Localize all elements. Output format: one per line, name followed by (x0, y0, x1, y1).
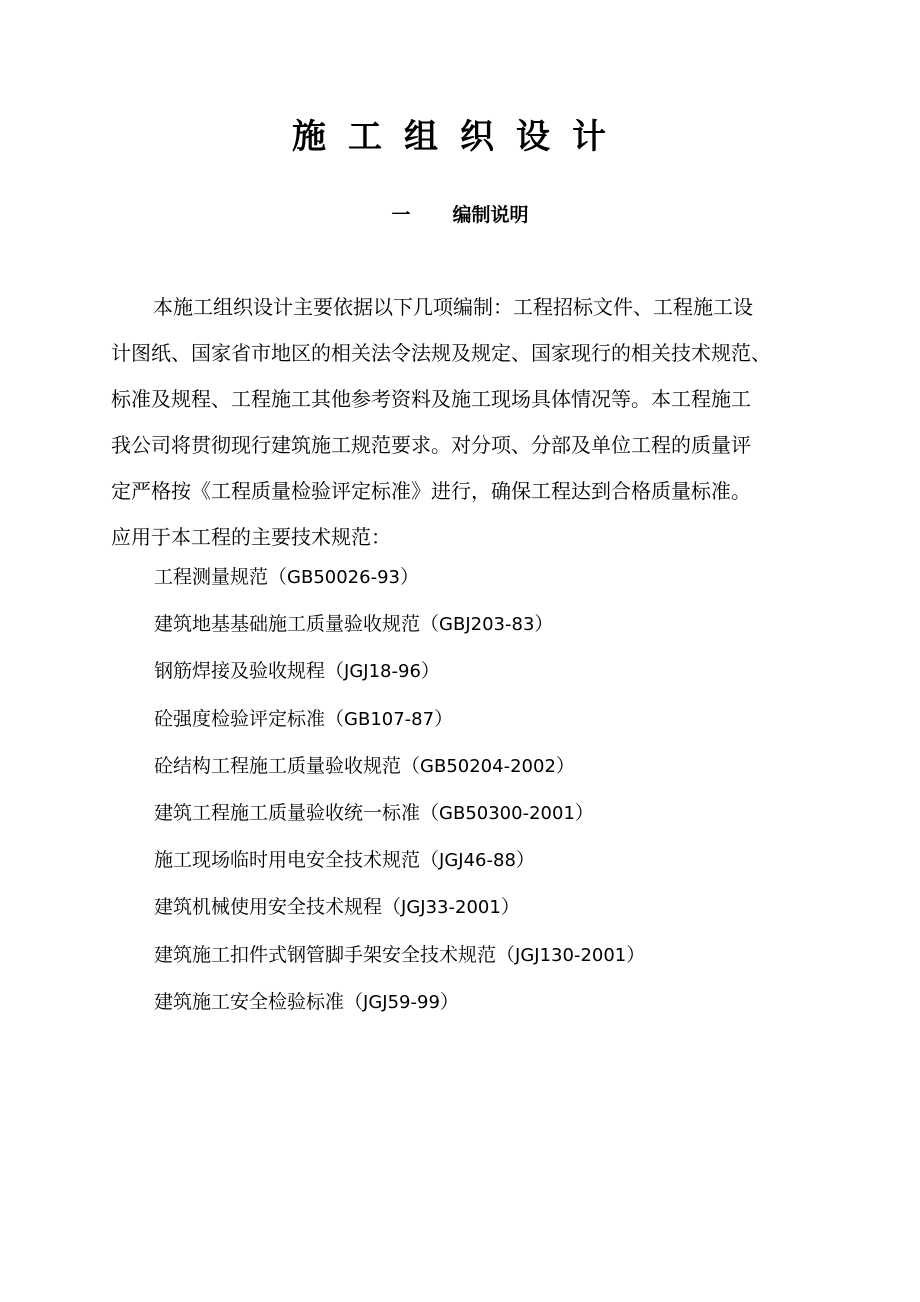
standard-code: GB50204-2002 (420, 755, 556, 777)
standard-name: 工程测量规范 (154, 566, 269, 588)
standard-name: 建筑施工安全检验标准 (154, 990, 345, 1013)
standard-code: JGJ130-2001 (515, 944, 627, 966)
standard-name: 建筑地基基础施工质量验收规范 (154, 613, 421, 636)
paragraph-line: 计图纸、国家省市地区的相关法令法规及规定、国家现行的相关技术规范、 (111, 341, 771, 365)
standard-item: 建筑施工安全检验标准（JGJ59-99） (154, 990, 459, 1013)
standard-item: 工程测量规范（GB50026-93） (154, 566, 420, 588)
paragraph-line: 定严格按《工程质量检验评定标准》进行，确保工程达到合格质量标准。 (111, 479, 751, 503)
standard-item: 建筑地基基础施工质量验收规范（GBJ203-83） (154, 613, 554, 636)
standard-item: 建筑工程施工质量验收统一标准（GB50300-2001） (154, 802, 594, 825)
standard-code: GB50300-2001 (439, 803, 575, 825)
standard-item: 砼结构工程施工质量验收规范（GB50204-2002） (154, 754, 575, 777)
standard-code: JGJ46-88 (439, 850, 516, 872)
paragraph-line: 我公司将贯彻现行建筑施工规范要求。对分项、分部及单位工程的质量评 (111, 433, 751, 457)
standard-name: 砼强度检验评定标准 (154, 707, 326, 730)
standard-item: 砼强度检验评定标准（GB107-87） (154, 707, 454, 730)
paragraph-line: 应用于本工程的主要技术规范： (111, 525, 391, 549)
standards-list (154, 554, 645, 1026)
standard-code: GBJ203-83 (439, 614, 535, 636)
standard-name: 砼结构工程施工质量验收规范 (154, 754, 402, 777)
section-heading (0, 200, 920, 230)
paragraph-line: 本施工组织设计主要依据以下几项编制：工程招标文件、工程施工设 (153, 295, 753, 319)
paragraph-line: 标准及规程、工程施工其他参考资料及施工现场具体情况等。本工程施工 (111, 387, 751, 411)
standard-item: 建筑机械使用安全技术规程（JGJ33-2001） (154, 896, 520, 919)
standard-code: GB107-87 (344, 708, 435, 730)
standard-code: JGJ18-96 (344, 661, 421, 683)
standard-code: GB50026-93 (287, 567, 400, 588)
standard-name: 钢筋焊接及验收规程 (154, 660, 326, 683)
standard-name: 建筑工程施工质量验收统一标准 (154, 802, 421, 825)
standard-name: 施工现场临时用电安全技术规范 (154, 849, 421, 872)
section-number: 一 (391, 204, 411, 226)
standard-item: 钢筋焊接及验收规程（JGJ18-96） (154, 660, 440, 683)
section-heading-text: 编制说明 (452, 204, 529, 226)
intro-paragraph (111, 284, 813, 560)
standard-code: JGJ33-2001 (401, 897, 501, 919)
standard-code: JGJ59-99 (363, 991, 440, 1013)
document-title: 施工组织设计 (292, 117, 628, 157)
standard-item: 建筑施工扣件式钢管脚手架安全技术规范（JGJ130-2001） (154, 943, 646, 966)
standard-name: 建筑施工扣件式钢管脚手架安全技术规范 (154, 943, 497, 966)
standard-name: 建筑机械使用安全技术规程 (154, 896, 383, 919)
standard-item: 施工现场临时用电安全技术规范（JGJ46-88） (154, 849, 535, 872)
